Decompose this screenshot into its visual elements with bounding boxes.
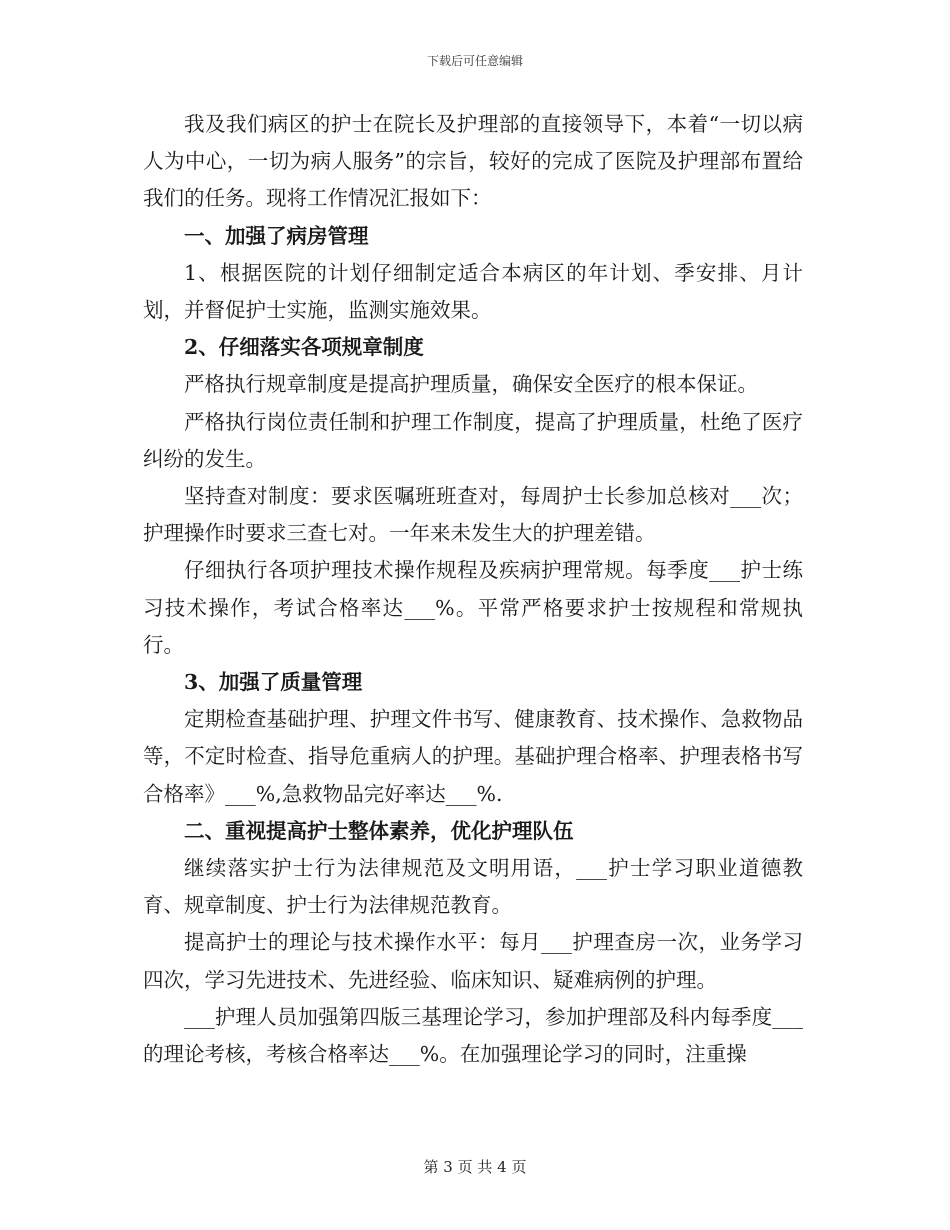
paragraph-intro: 我及我们病区的护士在院长及护理部的直接领导下，本着“一切以病人为中心，一切为病人服务”的宗旨，较好的完成了医院及护理部布置给我们的任务。现将工作情况汇报如下：: [143, 112, 803, 211]
paragraph-responsibility: 严格执行岗位责任制和护理工作制度，提高了护理质量，杜绝了医疗纠纷的发生。: [143, 409, 803, 471]
paragraph-conduct: 继续落实护士行为法律规范及文明用语，___护士学习职业道德教育、规章制度、护士行为法律规范教育。: [143, 856, 803, 918]
paragraph-skills: 提高护士的理论与技术操作水平：每月___护理查房一次，业务学习四次，学习先进技术、先进经验、临床知识、疑难病例的护理。: [143, 930, 803, 992]
paragraph-plan: 1、根据医院的计划仔细制定适合本病区的年计划、季安排、月计划，并督促护士实施，监测实施效果。: [143, 260, 803, 323]
paragraph-rules: 严格执行规章制度是提高护理质量，确保安全医疗的根本保证。: [184, 372, 758, 397]
paragraph-procedures: 仔细执行各项护理技术操作规程及疾病护理常规。每季度___护士练习技术操作，考试合格率达___%。平常严格要求护士按规程和常规执行。: [143, 558, 803, 657]
page-number: 第 3 页 共 4 页: [423, 1158, 527, 1176]
subsection-heading-2: 2、仔细落实各项规章制度: [184, 335, 424, 360]
section-heading-1: 一、加强了病房管理: [184, 223, 369, 248]
page-header-note: 下载后可任意编辑: [426, 54, 523, 68]
paragraph-checking: 坚持查对制度：要求医嘱班班查对，每周护士长参加总核对___次；护理操作时要求三查七对。一年来未发生大的护理差错。: [143, 484, 803, 546]
document-body: [143, 106, 803, 1073]
paragraph-theory: ___护理人员加强第四版三基理论学习，参加护理部及科内每季度___的理论考核，考核合格率达___%。在加强理论学习的同时，注重操: [143, 1004, 803, 1067]
section-heading-2: 二、重视提高护士整体素养，优化护理队伍: [184, 818, 574, 843]
paragraph-quality: 定期检查基础护理、护理文件书写、健康教育、技术操作、急救物品等，不定时检查、指导危重病人的护理。基础护理合格率、护理表格书写合格率》___%,急救物品完好率达___%.: [143, 707, 803, 806]
subsection-heading-3: 3、加强了质量管理: [184, 670, 363, 695]
